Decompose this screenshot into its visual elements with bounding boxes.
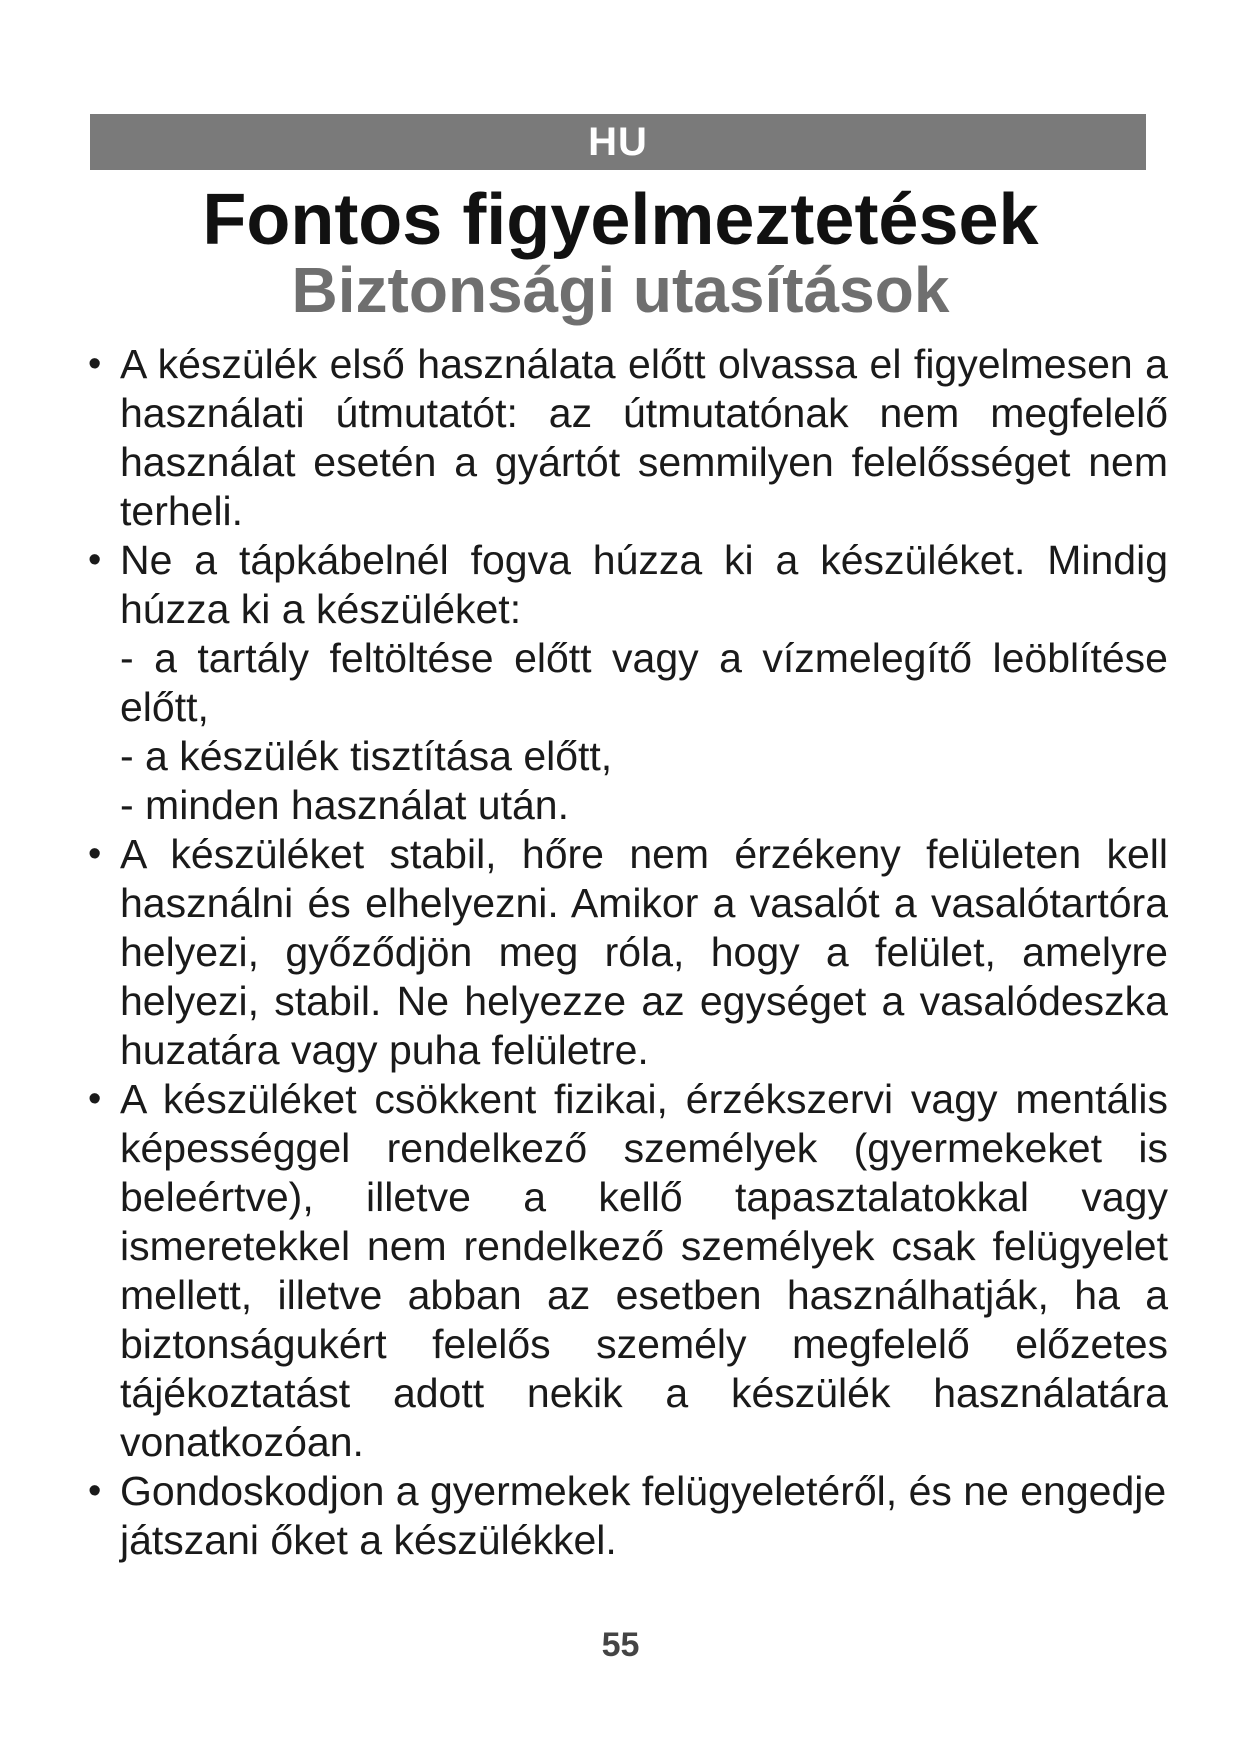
instructions-content <box>88 340 1168 1565</box>
list-item-text: Ne a tápkábelnél fogva húzza ki a készüléket. Mindig húzza ki a készüléket: <box>120 537 1168 632</box>
page-number: 55 <box>601 1626 640 1664</box>
bullet-icon: • <box>88 343 102 385</box>
list-item <box>88 340 1168 536</box>
list-item-text: A készüléket stabil, hőre nem érzékeny felületen kell használni és elhelyezni. Amikor a vasalót a vasalótartóra helyezi, győződjön meg róla, hogy a felület, amelyre helyezi, stabil. Ne helyezze az egységet a vasalódeszka huzatára vagy puha felületre. <box>120 831 1168 1073</box>
safety-instructions-list <box>88 340 1168 1565</box>
bullet-icon: • <box>88 539 102 581</box>
list-item <box>88 536 1168 830</box>
list-item <box>88 1467 1168 1565</box>
list-item-text: Gondoskodjon a gyermekek felügyeletéről, és ne engedje játszani őket a készülékkel. <box>120 1468 1167 1563</box>
page-subtitle: Biztonsági utasítások <box>291 254 950 326</box>
language-code: HU <box>588 120 648 164</box>
bullet-icon: • <box>88 833 102 875</box>
sub-item: - a készülék tisztítása előtt, <box>120 733 613 779</box>
list-item-text: A készülék első használata előtt olvassa el figyelmesen a használati útmutatót: az útmutatónak nem megfelelő használat esetén a gyártót semmilyen felelősséget nem terheli. <box>120 341 1168 534</box>
language-header-bar <box>90 114 1146 170</box>
list-item-text: A készüléket csökkent fizikai, érzékszervi vagy mentális képességgel rendelkező személyek (gyermekeket is beleértve), illetve a kellő tapasztalatokkal vagy ismeretekkel nem rendelkező személyek csak felügyelet mellett, illetve abban az esetben használhatják, ha a biztonságukért felelős személy megfelelő előzetes tájékoztatást adott nekik a készülék használatára vonatkozóan. <box>120 1076 1168 1465</box>
list-item <box>88 830 1168 1075</box>
list-item <box>88 1075 1168 1467</box>
bullet-icon: • <box>88 1470 102 1512</box>
sub-item: - a tartály feltöltése előtt vagy a vízmelegítő leöblítése előtt, <box>120 635 1168 730</box>
bullet-icon: • <box>88 1078 102 1120</box>
sub-item: - minden használat után. <box>120 782 569 828</box>
page-title: Fontos figyelmeztetések <box>202 180 1039 260</box>
